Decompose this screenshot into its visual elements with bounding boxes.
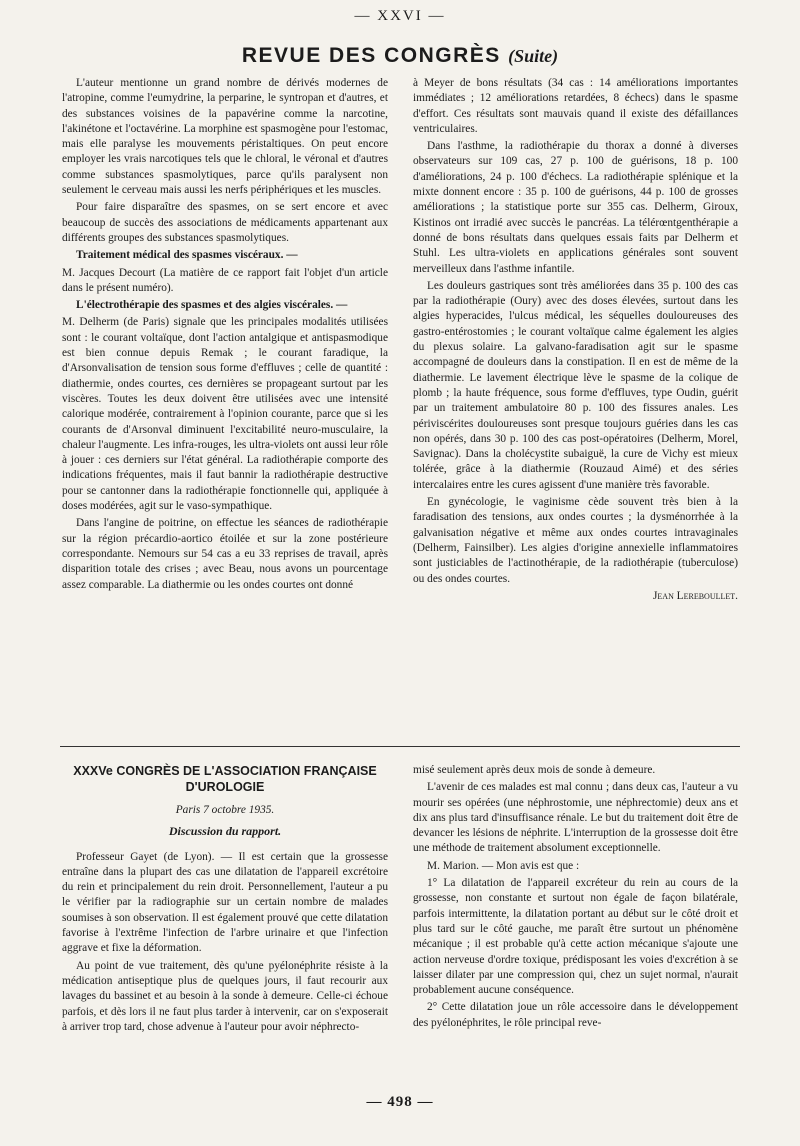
paragraph: Professeur Gayet (de Lyon). — Il est certain que la grossesse entraîne dans la plupart des cas une dilatation de l'appareil excrétoire du rein et principalement du rein droit. Personnellement, l'auteur a pu le vérifier par la radiographie sur un certain nombre de malades soumises à son observation. Il est également prouvé que cette dilatation favorise à l'extrême l'infection de l'arbre urinaire et que l'infection aggrave et fixe la déformation. (62, 850, 388, 955)
paragraph: 1° La dilatation de l'appareil excréteur du rein au cours de la grossesse, non constante et surtout non égale de façon bilatérale, parfois intermittente, la dilatation portant au début sur le côté droit et plus tard sur le côté gauche, me paraît être surtout un phénomène mécanique ; il est probable qu'à cette action mécanique s'ajoute une action nerveuse d'ordre toxique, prédisposant les voies d'excrétion à se laisser dilater par une compression qui, chez un sujet normal, n'aurait probablement aucune conséquence. (413, 877, 738, 997)
paragraph: à Meyer de bons résultats (34 cas : 14 améliorations importantes immédiates ; 12 améliorations retardées, 8 échecs) dans le spasme d'effort. Ces résultats sont mauvais quand il existe des défaillances ventriculaires. (413, 77, 738, 135)
column-bottom-right (413, 763, 738, 1033)
page-roman-numeral: — XXVI — (354, 8, 446, 24)
paragraph: M. Marion. — Mon avis est que : (427, 859, 580, 872)
paragraph: M. Jacques Decourt (La matière de ce rapport fait l'objet d'un article dans le présent numéro). (62, 266, 388, 294)
column-top-left (62, 76, 388, 595)
title-text: REVUE DES CONGRÈS (241, 44, 501, 67)
paragraph: Au point de vue traitement, dès qu'une pyélonéphrite résiste à la médication antiseptique plus de quelques jours, il faut recourir aux lavages du bassinet et au besoin à la sonde à demeure. Celle-ci échoue parfois, et dès lors il ne faut plus tarder à intervenir, car on s'exposerait à arriver trop tard, chose advenue à l'auteur pour avoir néphrecto- (62, 959, 388, 1033)
column-bottom-left (62, 763, 388, 1037)
section-heading: L'électrothérapie des spasmes et des algies viscérales. — (76, 299, 348, 312)
paragraph: Dans l'asthme, la radiothérapie du thorax a donné à diverses observateurs sur 109 cas, 27 p. 100 de guérisons, 18 p. 100 d'améliorations, 24 p. 100 d'échecs. La radiothérapie splénique et la mixte donnent encore : 35 p. 100 de guérisons, 44 p. 100 de grosses améliorations ; la statistique porte sur 355 cas. Delherm, Giroux, Kistinos ont irradié avec succès le pancréas. La télérœntgenthérapie a donné de bons résultats dans quelques essais faits par Delherm et Stuhl. Les ultra-violets en applications générales sont souvent merveilleux dans l'asthme infantile. (413, 140, 738, 275)
section-heading: Traitement médical des spasmes viscéraux. — (76, 249, 298, 262)
section-divider (60, 746, 740, 747)
paragraph: M. Delherm (de Paris) signale que les principales modalités utilisées sont : le courant voltaïque, dont l'action antalgique et antispasmodique est bien connue depuis Remak ; le courant faradique, la d'Arsonvalisation de tension sous forme d'effluves ; celle de quantité : diathermie, ondes courtes, ces dernières se propageant surtout par les viscères. Toutes les deux doivent être utilisées avec une intensité calorique modérée, contrairement à l'opinion courante, parce que si les courants de d'Arsonval diminuent l'excitabilité neuro-musculaire, la chaleur l'augmente. Les infra-rouges, les ultra-violets ont aussi leur rôle à jouer : ces derniers sur l'état général. La radiothérapie comporte des indications fréquentes, mais il faut bannir la radiothérapie destructive pour se cantonner dans la radiothérapie fonctionnelle qui, appliquée à doses modérées, agit sur le vaso-sympathique. (62, 316, 388, 513)
paragraph: 2° Cette dilatation joue un rôle accessoire dans le développement des pyélonéphrites, le rôle principal reve- (413, 1001, 738, 1029)
title-suite: (Suite) (508, 46, 559, 66)
paragraph: Les douleurs gastriques sont très améliorées dans 35 p. 100 des cas par la radiothérapie (Oury) avec des doses élevées, surtout dans les algies hyperacides, l'ulcus médical, les séquelles douloureuses des gastro-entérostomies ; le courant voltaïque calme également les algies du plexus solaire. La galvano-faradisation agit sur le spasme accompagné de douleurs dans la constipation. Il en est de même de la diathermie. Le lavement électrique lève le spasme de la colique de plomb ; la haute fréquence, sous forme d'effluves, type Oudin, guérit par un traitement ambulatoire 80 p. 100 des fissures anales. Les périviscérites douloureuses sont presque toujours guéries dans les cas non opérés, dans 30 p. 100 des cas post-opératoires (Delherm, Morel, Savignac). Dans la cholécystite subaiguë, la cure de Vichy est mieux tolérée, grâce à la diathermie (Rouzaud Aimé) et des séries intercalaires entre les cures agissent d'une manière très favorable. (413, 279, 738, 491)
congress-title: XXXVe CONGRÈS DE L'ASSOCIATION FRANÇAISE D'UROLOGIE (73, 764, 377, 794)
page-title (0, 44, 800, 68)
congress-date: Paris 7 octobre 1935. (175, 804, 275, 816)
paragraph: En gynécologie, le vaginisme cède souvent très bien à la faradisation des tensions, aux ondes courtes ; la dysménorrhée à la galvanisation négative et même aux ondes courtes intravaginales (Delherm, Fainsilber). Les algies d'origine annexielle inflammatoires sont justiciables de l'actinothérapie, de la radiothérapie (tuberculose) ou des ondes courtes. (413, 496, 738, 585)
discussion-heading: Discussion du rapport. (168, 824, 282, 839)
paragraph: L'avenir de ces malades est mal connu ; dans deux cas, l'auteur a vu mourir ses opérées (une néphrostomie, une néphrectomie) deux ans et dix ans plus tard d'insuffisance rénale. Le but du traitement doit être de devancer les lésions de néphrite. L'interruption de la grossesse doit être une méthode de traitement absolument exceptionnelle. (413, 781, 738, 855)
page-number: — 498 — (366, 1094, 434, 1110)
column-top-right (413, 76, 738, 606)
author-signature: Jean Lereboullet. (652, 589, 738, 602)
paragraph: Dans l'angine de poitrine, on effectue les séances de radiothérapie sur la région précardio-aortico étoilée et sur la zone postérieure correspondante. Nemours sur 54 cas a eu 33 reprises de travail, après disparition totale des crises ; avec Beau, nous avons un pourcentage assez comparable. La diathermie ou les ondes courtes ont donné (62, 517, 388, 591)
paragraph: misé seulement après deux mois de sonde à demeure. (413, 764, 656, 776)
paragraph: Pour faire disparaître des spasmes, on se sert encore et avec beaucoup de succès des associations de médicaments appartenant aux différents groupes des substances spasmolytiques. (62, 201, 388, 244)
paragraph: L'auteur mentionne un grand nombre de dérivés modernes de l'atropine, comme l'eumydrine, la perparine, le syntropan et d'autres, et des substances voisines de la papavérine comme la narcotine, l'akinétone et l'octavérine. La morphine est spasmogène pour l'estomac, mais elle paralyse les mouvements péristaltiques. On peut encore employer les vrais narcotiques tels que le chloral, le véronal et d'autres comme substances spasmolytiques, parce qu'ils paralysent non seulement le cerveau mais aussi les nerfs périphériques et les muscles. (62, 77, 388, 197)
